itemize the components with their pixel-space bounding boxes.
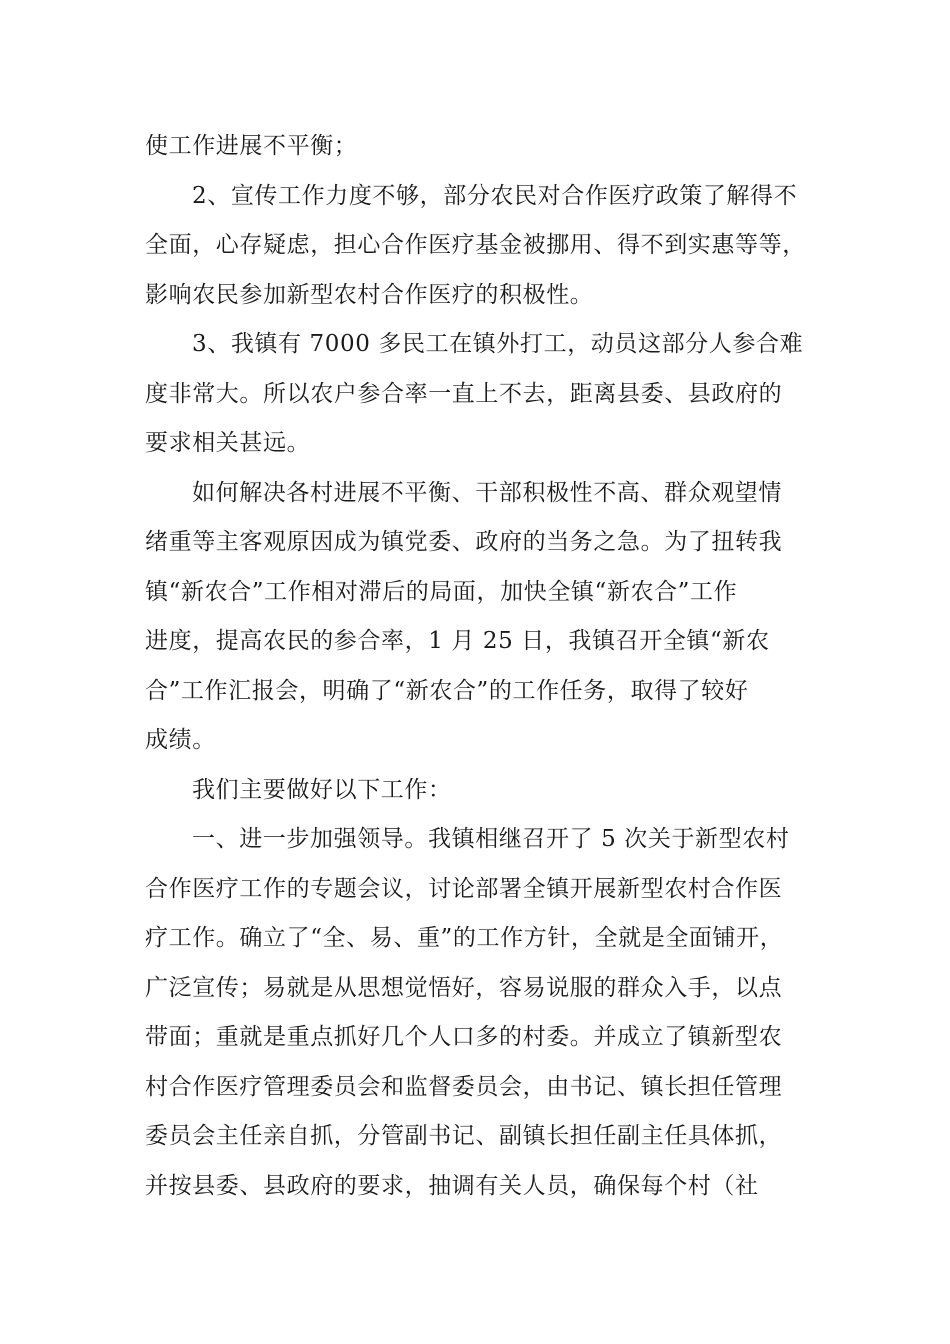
text-line: 一、进一步加强领导。我镇相继召开了 5 次关于新型农村 (192, 826, 790, 852)
text-line: 并按县委、县政府的要求，抽调有关人员，确保每个村（社 (145, 1172, 759, 1199)
text-line: 村合作医疗管理委员会和监督委员会，由书记、镇长担任管理 (145, 1073, 783, 1100)
document-body (145, 122, 830, 1211)
text-line: 疗工作。确立了“全、易、重”的工作方针，全就是全面铺开， (145, 925, 784, 951)
text-line: 我们主要做好以下工作： (192, 776, 452, 803)
text-line: 委员会主任亲自抓，分管副书记、副镇长担任副主任具体抓， (145, 1123, 783, 1149)
text-line: 带面；重就是重点抓好几个人口多的村委。并成立了镇新型农 (145, 1024, 783, 1050)
text-line: 影响农民参加新型农村合作医疗的积极性。 (145, 281, 594, 308)
text-line: 如何解决各村进展不平衡、干部积极性不高、群众观望情 (192, 479, 782, 506)
text-line: 合”工作汇报会，明确了“新农合”的工作任务，取得了较好 (145, 677, 749, 704)
text-line: 要求相关甚远。 (145, 430, 311, 456)
text-line: 进度，提高农民的参合率，1 月 25 日，我镇召开全镇“新农 (145, 628, 770, 654)
text-line: 使工作进展不平衡； (145, 133, 358, 159)
text-line: 全面，心存疑虑，担心合作医疗基金被挪用、得不到实惠等等， (145, 232, 806, 258)
text-line: 度非常大。所以农户参合率一直上不去，距离县委、县政府的 (145, 380, 783, 407)
text-line: 3、我镇有 7000 多民工在镇外打工，动员这部分人参合难 (192, 331, 804, 357)
text-line: 绪重等主客观原因成为镇党委、政府的当务之急。为了扭转我 (145, 529, 783, 555)
text-line: 镇“新农合”工作相对滞后的局面，加快全镇“新农合”工作 (145, 578, 738, 605)
text-line: 合作医疗工作的专题会议，讨论部署全镇开展新型农村合作医 (145, 875, 783, 902)
text-line: 2、宣传工作力度不够，部分农民对合作医疗政策了解得不 (192, 182, 798, 209)
text-line: 广泛宣传；易就是从思想觉悟好，容易说服的群众入手，以点 (145, 974, 783, 1001)
text-line: 成绩。 (145, 727, 216, 753)
